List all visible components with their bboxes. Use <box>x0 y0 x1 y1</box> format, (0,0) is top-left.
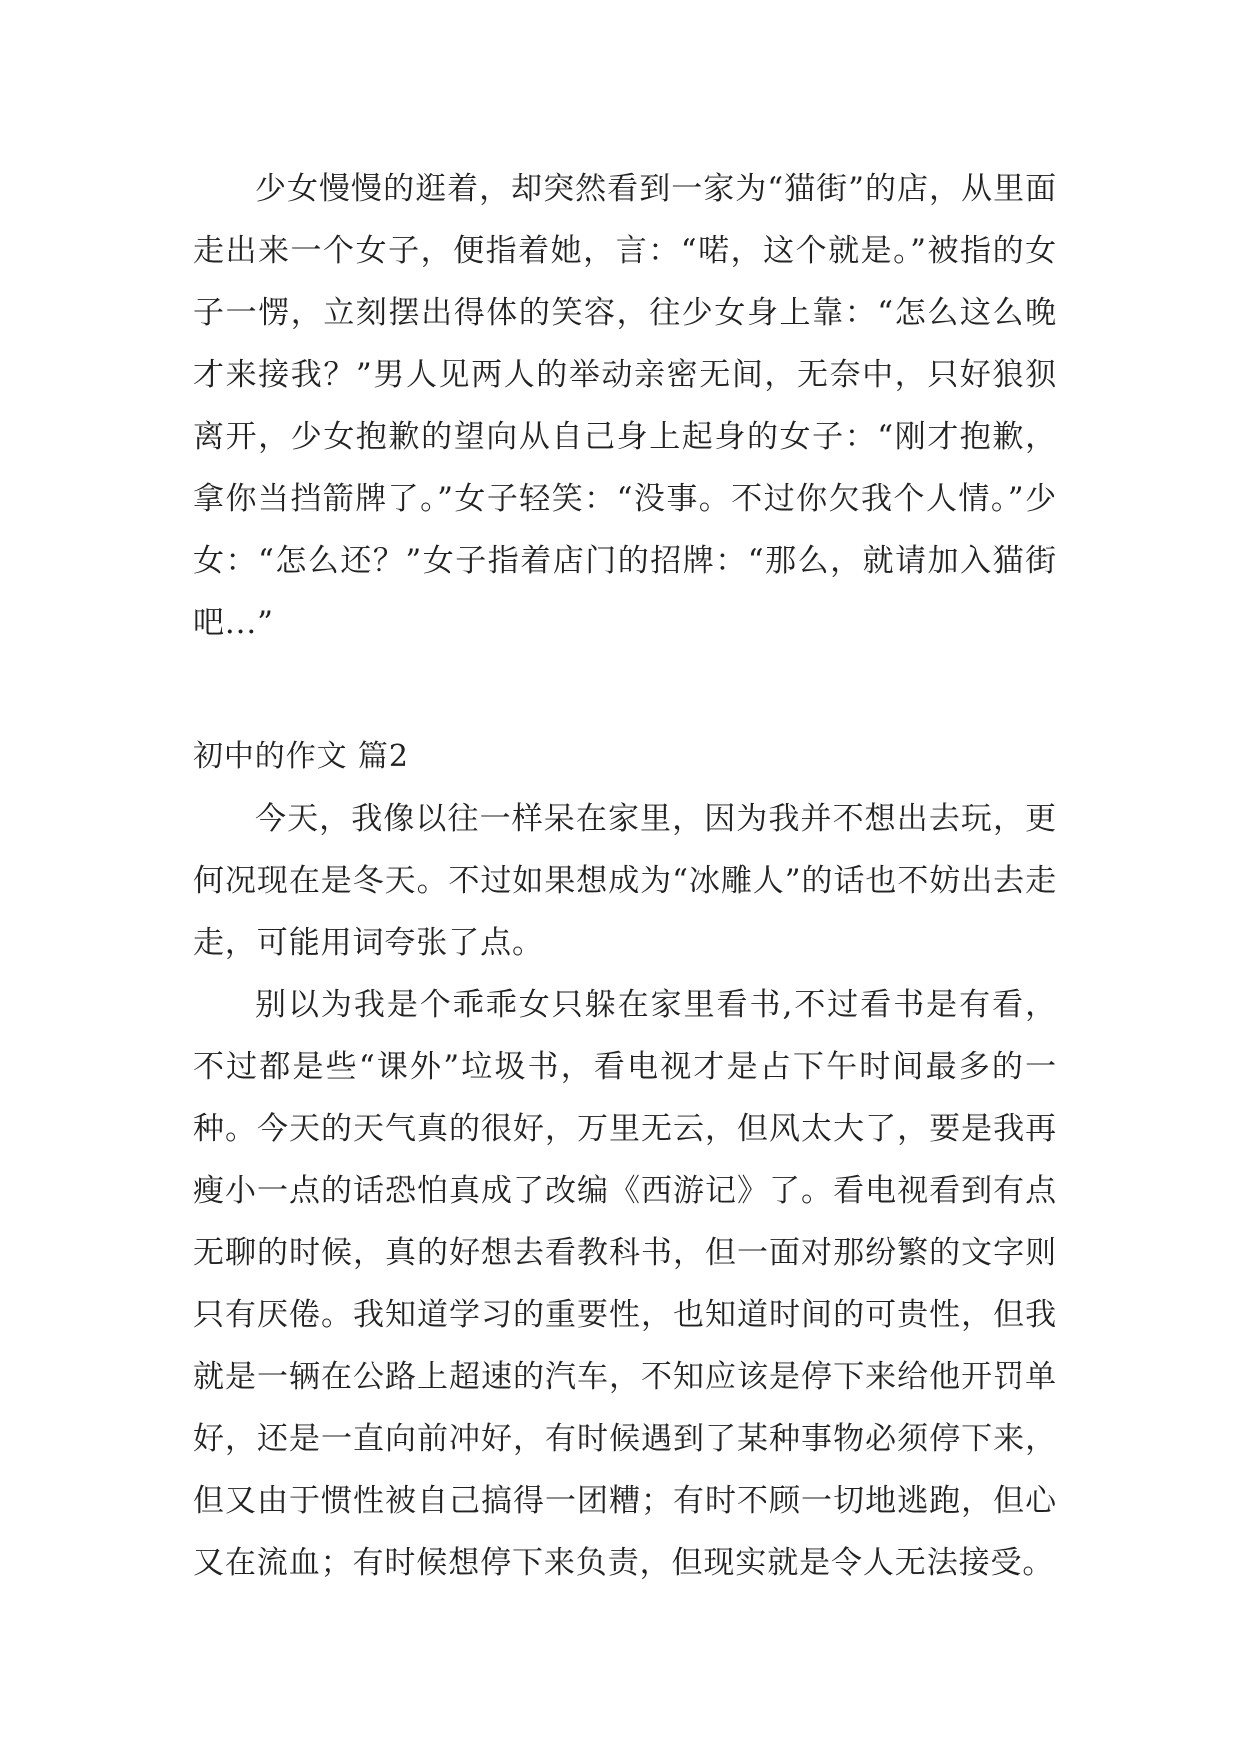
essay-paragraph-1: 今天，我像以往一样呆在家里，因为我并不想出去玩，更何况现在是冬天。不过如果想成为“冰雕人”的话也不妨出去走走，可能用词夸张了点。 <box>193 801 1057 961</box>
essay-paragraph-2: 别以为我是个乖乖女只躲在家里看书,不过看书是有看，不过都是些“课外”垃圾书，看电视才是占下午时间最多的一种。今天的天气真的很好，万里无云，但风太大了，要是我再瘦小一点的话恐怕真成了改编《西游记》了。看电视看到有点无聊的时候，真的好想去看教科书，但一面对那纷繁的文字则只有厌倦。我知道学习的重要性，也知道时间的可贵性，但我就是一辆在公路上超速的汽车，不知应该是停下来给他开罚单好，还是一直向前冲好，有时候遇到了某种事物必须停下来，但又由于惯性被自己搞得一团糟；有时不顾一切地逃跑，但心又在流血；有时候想停下来负责，但现实就是令人无法接受。 <box>193 987 1057 1581</box>
story-ending-paragraph: 少女慢慢的逛着，却突然看到一家为“猫街”的店，从里面走出来一个女子，便指着她，言：“喏，这个就是。”被指的女子一愣，立刻摆出得体的笑容，往少女身上靠：“怎么这么晚才来接我？”男人见两人的举动亲密无间，无奈中，只好狼狈离开，少女抱歉的望向从自己身上起身的女子：“刚才抱歉，拿你当挡箭牌了。”女子轻笑：“没事。不过你欠我个人情。”少女：“怎么还？”女子指着店门的招牌：“那么，就请加入猫街吧...” <box>193 171 1057 641</box>
document-body <box>193 158 1057 1594</box>
essay-heading: 初中的作文 篇2 <box>193 739 409 774</box>
